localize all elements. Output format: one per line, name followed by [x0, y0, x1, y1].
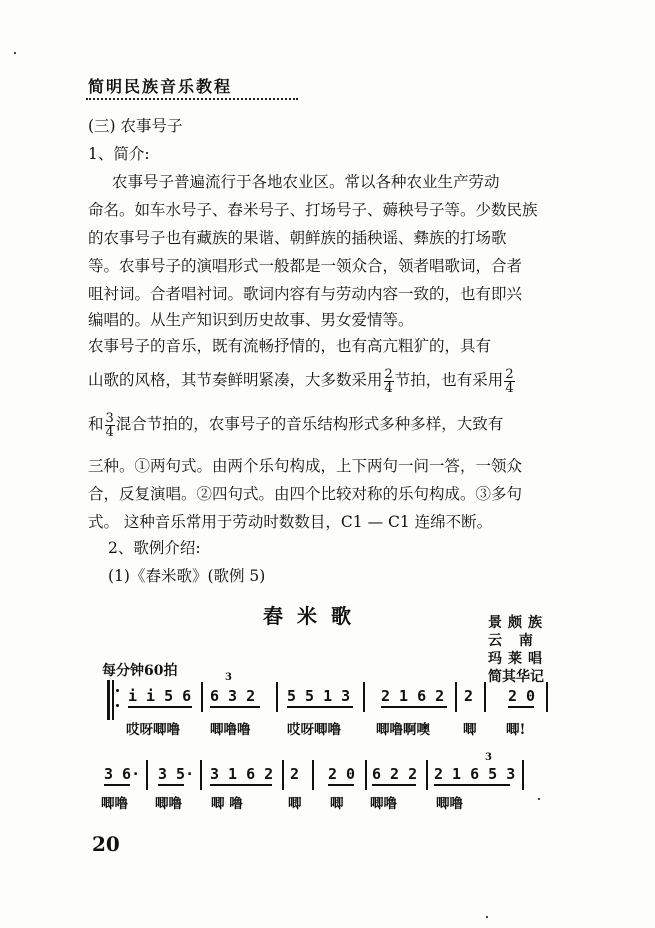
beam — [508, 706, 534, 708]
music-para-line — [88, 410, 503, 439]
lyric: 唧噜啊噢 — [376, 722, 430, 738]
song-credit: 简其华记 — [488, 669, 544, 685]
measure-notes: 3 1 6 2 — [210, 765, 274, 783]
text-span: 山歌的风格，其节奏鲜明紧凑，大多数采用 — [88, 371, 383, 389]
lyric: 唧噜 — [370, 796, 397, 812]
beam — [158, 784, 184, 786]
fraction-2-4: $\frac{2}{4}$ — [384, 366, 393, 396]
measure-notes: 2 — [464, 687, 474, 705]
song-credit: 景颇族 — [488, 615, 548, 631]
measure-notes: 5 5 1 3 — [287, 687, 351, 705]
intro-line: 的农事号子也有藏族的果谐、朝鲜族的插秧谣、彝族的打场歌 — [88, 229, 507, 247]
barline — [312, 760, 314, 790]
beam — [381, 706, 447, 708]
barline — [546, 682, 548, 712]
beam — [210, 706, 260, 708]
lyric: 唧! — [506, 722, 526, 738]
barline — [201, 682, 203, 712]
barline — [200, 760, 202, 790]
beam — [210, 784, 272, 786]
lyric: 唧 噜 — [211, 796, 243, 812]
music-para-line: 式。 这种音乐常用于劳动时数数目，C1 — C1 连绵不断。 — [88, 513, 493, 531]
intro-line: 编唱的。从生产知识到历史故事、男女爱情等。 — [88, 311, 414, 329]
lyric: 唧 — [288, 796, 302, 812]
barline — [276, 682, 278, 712]
barline — [484, 682, 486, 712]
measure-notes: 2 0 — [328, 765, 356, 783]
repeat-barline — [112, 680, 114, 720]
measure-notes: 2 1 6 5 3 — [434, 765, 516, 783]
lyric: 唧 — [463, 722, 477, 738]
intro-line: 农事号子普遍流行于各地农业区。常以各种农业生产劳动 — [112, 173, 500, 191]
lyric: 哎呀唧噜 — [126, 722, 180, 738]
intro-line: 咀衬词。合者唱衬词。歌词内容有与劳动内容一致的，也有即兴 — [88, 285, 523, 303]
measure-notes: i i 5 6 — [128, 687, 192, 705]
barline — [455, 682, 457, 712]
page-number: 20 — [92, 832, 120, 856]
measure-notes: 2 0 — [508, 687, 536, 705]
lyric: 唧噜噜 — [210, 722, 251, 738]
repeat-dot — [116, 689, 119, 692]
lyric: 唧噜 — [155, 796, 182, 812]
beam — [328, 784, 354, 786]
beam — [104, 784, 130, 786]
measure-notes: 2 1 6 2 — [381, 687, 445, 705]
example-item: (1)《舂米歌》(歌例 5) — [108, 567, 266, 585]
beam — [434, 784, 510, 786]
music-para-line: 合，反复演唱。②四句式。由四个比较对称的乐句构成。③多句 — [88, 485, 523, 503]
music-para-line: 农事号子的音乐，既有流畅抒情的，也有高亢粗犷的，具有 — [88, 337, 492, 355]
beam — [287, 706, 353, 708]
repeat-dot — [116, 704, 119, 707]
barline — [522, 760, 524, 790]
barline — [363, 682, 365, 712]
header-rule — [86, 98, 298, 100]
beam — [372, 784, 416, 786]
lyric: 唧噜 — [101, 796, 128, 812]
section-heading: (三) 农事号子 — [88, 117, 183, 135]
scan-speck — [14, 52, 16, 54]
song-credit: 云 南 — [488, 633, 539, 649]
triplet-mark: 3 — [485, 752, 492, 763]
running-header: 简明民族音乐教程 — [88, 77, 233, 96]
triplet-mark: 3 — [225, 672, 232, 683]
song-credit: 玛莱唱 — [488, 651, 548, 667]
barline — [146, 760, 148, 790]
intro-line: 等。农事号子的演唱形式一般都是一领众合，领者唱歌词，合者 — [88, 257, 523, 275]
measure-notes: 2 — [290, 765, 300, 783]
lyric: 唧噜 — [436, 796, 463, 812]
barline — [426, 760, 428, 790]
scan-speck — [538, 798, 540, 800]
measure-notes: 3 5· — [158, 765, 195, 783]
text-span: 混合节拍的，农事号子的音乐结构形式多种多样，大致有 — [115, 415, 504, 433]
lyric: 哎呀唧噜 — [287, 722, 341, 738]
scan-speck — [486, 916, 488, 918]
measure-notes: 3 6· — [104, 765, 141, 783]
fraction-3-4: $\frac{3}{4}$ — [105, 410, 114, 440]
measure-notes: 6 2 2 — [372, 765, 418, 783]
text-span: 和 — [88, 415, 104, 433]
music-para-line: 三种。①两句式。由两个乐句构成，上下两句一问一答，一领众 — [88, 457, 523, 475]
intro-label: 1、简介: — [88, 145, 150, 163]
intro-line: 命名。如车水号子、舂米号子、打场号子、薅秧号子等。少数民族 — [88, 201, 538, 219]
tempo-marking: 每分钟60拍 — [102, 663, 178, 679]
barline — [365, 760, 367, 790]
fraction-2-4: $\frac{2}{4}$ — [505, 366, 514, 396]
examples-label: 2、歌例介绍: — [108, 539, 201, 557]
lyric: 唧 — [330, 796, 344, 812]
song-title: 舂米歌 — [263, 604, 365, 628]
barline — [282, 760, 284, 790]
music-para-line — [88, 366, 516, 395]
repeat-barline — [107, 680, 110, 720]
measure-notes: 6 3 2 — [210, 687, 256, 705]
beam — [128, 706, 192, 708]
text-span: 节拍，也有采用 — [394, 371, 504, 389]
